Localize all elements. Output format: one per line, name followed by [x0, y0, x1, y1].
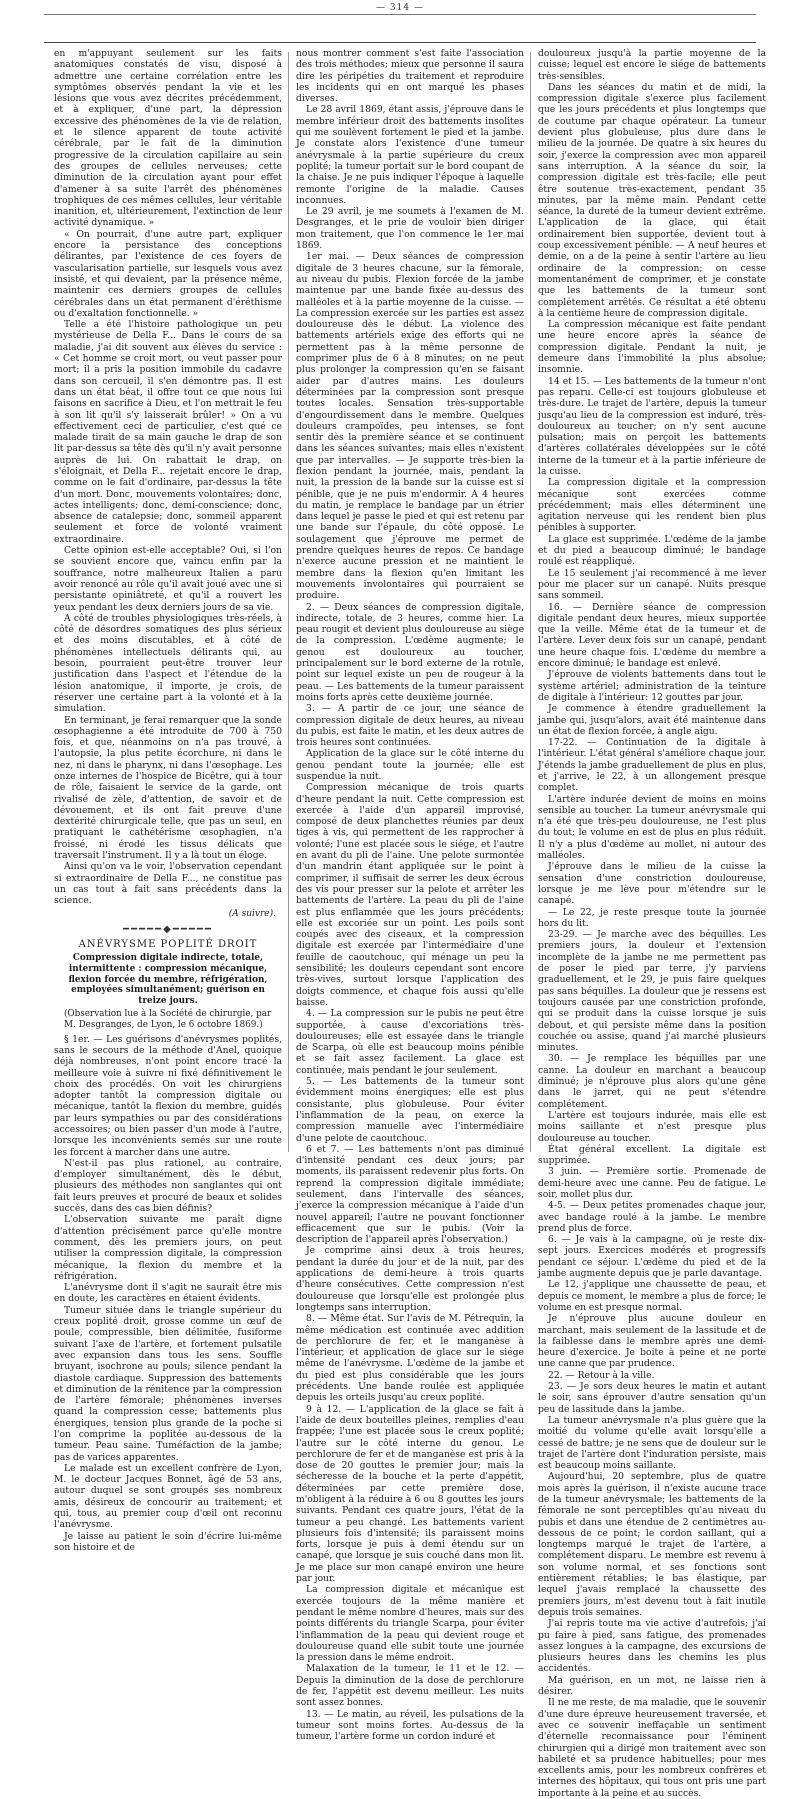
paragraph: L'artère indurée devient de moins en moins sensible au toucher. La tumeur anévrysmale qui n'a été que très-peu douloureuse, ne l'est plus du tout; le volume en est de plus en plus réduit. Il n'y a plus d'œdème au mollet, ni autour des malléoles. — [538, 793, 766, 862]
paragraph: L'anévrysme dont il s'agit ne saurait être mis en doute, les caractères en étaient évidents. — [54, 1282, 282, 1305]
paragraph: — Le 22, je reste presque toute la journée hors du lit. — [538, 906, 766, 929]
column-left-paragraphs — [54, 48, 282, 907]
paragraph: § 1er. — Les guérisons d'anévrysmes poplités, sans le secours de la méthode d'Anel, quoique déjà nombreuses, n'ont point encore tracé la meilleure voie à suivre ni fixé définitivement le choix des procédés. On voit les chirurgiens adopter tantôt la compression digitale ou mécanique, tantôt la flexion du membre, guidés par leurs sympathies ou par des considérations accessoires; ou bien passer d'un mode à l'autre, lorsque les inconvénients semés sur une route les forcent à marcher dans une autre. — [54, 1033, 282, 1158]
paragraph: J'éprouve de violents battements dans tout le système artériel; administration de la teinture de digitale à l'intérieur: 12 gouttes par jour. — [538, 669, 766, 703]
paragraph: N'est-il pas plus rationel, au contraire, d'employer simultanément, dès le début, plusieurs des méthodes non sanglantes qui ont fait leurs preuves et procuré de beaux et solides succès, dans des cas bien définis? — [54, 1157, 282, 1215]
paragraph: La compression mécanique est faite pendant une heure encore après la séance de compression digitale. Pendant la nuit, je demeure dans l'immobilité la plus absolue; insomnie. — [538, 319, 766, 376]
paragraph: Le 12, j'applique une chaussette de peau, et depuis ce moment, le membre a plus de force; le volume en est presque normal. — [538, 1279, 766, 1313]
paragraph: 1er mai. — Deux séances de compression digitale de 3 heures chacune, sur la fémorale, au niveau du pubis. Flexion forcée de la jambe maintenue par une bande fixée au-dessus des malléoles et à la partie moyenne de la cuisse. — La compression exercée sur les parties est assez douloureuse dès le début. La violence des battements artériels exige des efforts qui ne permettent pas à la même personne de comprimer plus de 6 à 8 minutes; on ne peut plus prolonger la compression qu'en se faisant aider par d'autres mains. Les douleurs déterminées par la compression sont presque toutes locales. Sensation très-supportable d'engourdissement dans le membre. Quelques douleurs crampoïdes, peu intenses, se font sentir dès la première séance et se continuent dans les séances suivantes; mais elles n'existent que par intervalles. — Je supporte très-bien la flexion pendant la journée, mais, pendant la nuit, la pression de la bande sur la cuisse est si pénible, que je ne puis m'endormir. A 4 heures du matin, je remplace le bandage par un étrier dans lequel je passe le pied et qui est retenu par une bande sur l'épaule, du côté opposé. Le soulagement que j'éprouve me permet de prendre quelques heures de repos. Ce bandage n'exerce aucune pression et ne maintient le membre dans la flexion qu'en limitant les mouvements involontaires qui pourraient se produire. — [296, 251, 524, 602]
paragraph: État général excellent. La digitale est supprimée. — [538, 1143, 766, 1167]
paragraph: Le 28 avril 1869, étant assis, j'éprouve dans le membre inférieur droit des battements insolites qui me soulèvent fortement le pied et la jambe. Je constate alors l'existence d'une tumeur anévrysmale à la partie supérieure du creux poplité; la tumeur portait sur le bord coupant de la chaise. Je ne puis indiquer l'époque à laquelle remonte l'origine de la maladie. Causes inconnues. — [296, 104, 524, 206]
section-subtitle: Compression digitale indirecte, totale, intermittente : compression mécanique, flexion forcée du membre, réfrigération, employées simultanément; guérison en treize jours. — [68, 953, 268, 1006]
paragraph: L'artère est toujours indurée, mais elle est moins saillante et n'est presque plus douloureuse au toucher. — [538, 1109, 766, 1144]
paragraph: 6 et 7. — Les battements n'ont pas diminué d'intensité pendant ces deux jours; par moments, ils paraissent redevenir plus forts. On reprend la compression digitale immédiate; seulement, dans l'intervalle des séances, j'exerce la compression mécanique à l'aide d'un nouvel appareil; l'autre ne pouvant fonctionner efficacement que sur le pubis. (Voir la description de l'appareil après l'observation.) — [296, 1143, 524, 1246]
paragraph: La tumeur anévrysmale n'a plus guère que la moitié du volume qu'elle avait lorsqu'elle a cessé de battre; je ne sens que de douleur sur le trajet de l'artère dont l'induration persiste, mais est beaucoup moins saillante. — [538, 1414, 766, 1472]
paragraph: Ma guérison, en un mot, ne laisse rien à désirer. — [538, 1674, 766, 1698]
paragraph: J'ai repris toute ma vie active d'autrefois; j'ai pu faire à pied, sans fatigue, des promenades assez longues à la campagne, des excursions de plusieurs heures dans les chemins les plus accidentés. — [538, 1618, 766, 1675]
paragraph: Je comprime ainsi deux à trois heures, pendant la durée du jour et de la nuit, par des applications de demi-heure à trois quarts d'heure consécutives. Cette compression n'est douloureuse que lorsqu'elle est prolongée plus longtemps sans interruption. — [296, 1245, 524, 1313]
paragraph: Telle a été l'histoire pathologique un peu mystérieuse de Della F... Dans le cours de sa maladie, j'ai dit souvent aux élèves du service : « Cet homme se croit mort, ou veut passer pour mort; il a pris la position immobile du cadavre dans son cercueil, il s'en démontre pas. Il est dans un état béat, il offre tout ce que nous lui faisons en sacrifice à Dieu, et l'on mettrait le feu à son lit qu'il s'y laisserait brûler! » On a vu effectivement ceci de particulier, c'est qué ce malade tirait de sa main gauche le drap de son lit par-dessus sa tête dès qu'il n'y avait personne auprès de lui. On rabattait le drap, on s'éloignait, et Della F... rejetait encore le drap, comme on le fait d'ordinaire, par-dessus la tête d'un mort. Donc, mouvements volontaires; donc, actes intelligents; donc, demi-conscience; donc, absence de catalepsie; donc, sommeil apparent seulement et force de volonté vraiment extraordinaire. — [54, 319, 282, 545]
page-number: — 314 — — [376, 3, 424, 13]
section-title: ANÉVRYSME POPLITÉ DROIT — [78, 939, 258, 951]
paragraph: 5. — Les battements de la tumeur sont évidemment moins énergiques; elle est plus consistante, plus globuleuse. Pour éviter l'inflammation de la peau, on exerce la compression manuelle avec l'intermédiaire d'une pelote de caoutchouc. — [296, 1076, 524, 1144]
paragraph: Ainsi qu'on va le voir, l'observation cependant si extraordinaire de Della F..., ne constitue pas un cas tout à fait sans précédents dans la science. — [54, 861, 282, 907]
paragraph: A côté de troubles physiologiques très-réels, à côté de désordres somatiques des plus sérieux et des moins discutables, et à côté de phénomènes intellectuels délirants qui, au besoin, pourraient peut-être trouver leur justification dans l'aspect et l'étendue de la lésion anatomique, il importe, je crois, de réserver une certaine part à la volonté et à la simulation. — [54, 612, 282, 715]
paragraph: en m'appuyant seulement sur les faits anatomiques constatés de visu, disposé à admettre une certaine corrélation entre les symptômes observés pendant la vie et les lésions que vous avez décrites précédemment, et à expliquer, d'une part, la dépression excessive des phénomènes de la vie de relation, et le silence apparent de toute activité cérébrale, par le fait de la diminution progressive de la circulation capillaire au sein des groupes de cellules nerveuses; cette diminution de la circulation ayant pour effet d'amener à sa suite l'arrêt des phénomènes trophiques de ces mêmes cellules, leur véritable inanition, et, ultérieurement, l'extinction de leur activité dynamique. » — [54, 48, 282, 229]
header-rule-bottom — [44, 42, 756, 43]
paragraph: 2. — Deux séances de compression digitale, indirecte, totale, de 3 heures, comme hier. La peau rougit et devient plus douloureuse au siège de la compression. L'œdème augmente; le genou est douloureux au toucher, principalement sur le bord externe de la rotule, point sur lequel existe un peu de rougeur à la peau. — Les battements de la tumeur paraissent moins forts après cette deuxième journée. — [296, 601, 525, 703]
paragraph: La compression digitale et la compression mécanique sont exercées comme précédemment; mais elles déterminent une agitation nerveuse qui les rendent bien plus pénibles à supporter. — [538, 477, 766, 534]
paragraph: Malaxation de la tumeur, le 11 et le 12. — Depuis la diminution de la dose de perchlorure de fer, l'appétit est devenu meilleur. Les nuits sont assez bonnes. — [296, 1663, 524, 1709]
paragraph: Aujourd'hui, 20 septembre, plus de quatre mois après la guérison, il n'existe aucune trace de la tumeur anévrysmale; les battements de la fémorale ne sont perceptibles qu'au niveau du pubis et dans une étendue de 2 centimètres au-dessous de ce point; le cordon saillant, qui a longtemps marqué le trajet de l'artère, a complétement disparu. Le membre est revenu à son volume normal, et ses fonctions sont entièrement rétablies; le bas élastique, par lequel j'avais remplacé la chaussette des premiers jours, m'est devenu tout à fait inutile depuis trois semaines. — [538, 1471, 766, 1618]
paragraph: 14 et 15. — Les battements de la tumeur n'ont pas reparu. Celle-ci est toujours globuleuse et très-dure. Le trajet de l'artère, depuis la tumeur jusqu'au lieu de la compression est induré, très-douloureux au toucher; on n'y sent aucune pulsation; mais on perçoit les battements d'artères collatérales développées sur le côté interne de la tumeur et à la partie inférieure de la cuisse. — [538, 375, 766, 477]
page-header — [0, 0, 800, 46]
paragraph: Tumeur située dans le triangle supérieur du creux poplité droit, grosse comme un œuf de poule, compressible, bien délimitée, fusiforme suivant l'axe de l'artère, et fortement pulsatile avec expansion dans tous les sens. Souffle bruyant, isochrone au pouls; silence pendant la diastole cardiaque. Suppression des battements et diminution de la rénitence par la compression de l'artère fémorale; phénomènes inverses quand la compression cesse; battements plus énergiques, tension plus grande de la poche si l'on comprime la poplitée au-dessous de la tumeur. Peau saine. Tuméfaction de la jambe; pas de varices apparentes. — [54, 1304, 282, 1463]
paragraph: « On pourrait, d'une autre part, expliquer encore la persistance des conceptions délirantes, par l'existence de ces foyers de vascularisation partielle, sur lesquels vous avez insisté, et qui devaient, par la présence même, maintenir ces derniers groupes de cellules cérébrales dans un état permanent d'éréthisme ou d'exaltation fonctionnelle. » — [54, 228, 282, 319]
ornament-divider: ━━━━━◆━━━━━ — [123, 923, 213, 935]
paragraph: nous montrer comment s'est faite l'association des trois méthodes; mieux que personne il saura dire les péripéties du traitement et reproduire les incidents qui en ont marqué les phases diverses. — [296, 48, 524, 105]
paragraph: 4-5. — Deux petites promenades chaque jour, avec bandage roulé à la jambe. Le membre prend plus de force. — [538, 1200, 766, 1234]
paragraph: 4. — La compression sur le pubis ne peut être supportée, à cause d'excoriations très-douloureuses; elle est essayée dans le triangle de Scarpa, où elle est beaucoup moins pénible et se fait assez facilement. La glace est continuée, mais pendant le jour seulement. — [296, 1008, 524, 1076]
paragraph: Compression mécanique de trois quarts d'heure pendant la nuit. Cette compression est exercée à l'aide d'un appareil improvisé, composé de deux planchettes réunies par deux tiges à vis, qui permettent de les rapprocher à volonté; l'une est placée sous le siége, et l'autre en avant du pli de l'aine. Une pelote surmontée d'un mandrin étant appliquée sur le point à comprimer, il suffisait de serrer les deux écrous des vis pour presser sur la pelote et arrêter les battements de l'artère. La peau du pli de l'aine est plus enflammée que les jours précédents; elle est excoriée sur un point. Les poils sont coupés avec des ciseaux, et la compression digitale est exercée par l'intermédiaire d'une feuille de caoutchouc, qui ménage un peu la sensibilité; les douleurs cependant sont encore très-vives, surtout lorsque l'application des doigts commence, et chaque fois aussi qu'elle baisse. — [296, 782, 524, 1008]
text-columns — [54, 48, 766, 1799]
paragraph: 8. — Même état. Sur l'avis de M. Pétrequin, la même médication est continuée avec addition de perchlorure de fer, et le manganèse à l'intérieur, et application de glace sur le siége même de l'anévrysme. L'œdème de la jambe et du pied est plus considérable que les jours précédents. Une bande roulée est appliquée depuis les orteils jusqu'au creux poplité. — [296, 1313, 524, 1404]
column-left — [54, 48, 282, 1553]
paragraph: 3 juin. — Première sortie. Promenade de demi-heure avec une canne. Peu de fatigue. Le soir, mollet plus dur. — [538, 1166, 766, 1200]
paragraph: 13. — Le matin, au réveil, les pulsations de la tumeur sont moins fortes. Au-dessus de la tumeur, l'artère forme un cordon induré et — [296, 1708, 524, 1743]
paragraph: 6. — Je vais à la campagne, où je reste dix-sept jours. Exercices modérés et progressifs pendant ce séjour. L'œdème du pied et de la jambe augmente depuis que je parle davantage. — [538, 1234, 766, 1280]
paragraph: Application de la glace sur le côté interne du genou pendant toute la journée; elle est suspendue la nuit. — [296, 748, 524, 782]
paragraph: 30. — Je remplace les béquilles par une canne. La douleur en marchant a beaucoup diminué; je n'éprouve plus alors qu'une gêne dans le jarret, qui ne peut s'étendre complétement. — [538, 1053, 766, 1110]
column-left-paragraphs-2 — [54, 1034, 282, 1554]
paragraph: 17-22. — Continuation de la digitale à l'intérieur. L'état général s'améliore chaque jour. J'étends la jambe graduellement de plus en plus, et j'arrive, le 22, à un allongement presque complet. — [538, 737, 766, 794]
paragraph: 16. — Dernière séance de compression digitale pendant deux heures, mieux supportée que la veille. Même état de la tumeur et de l'artère. Lever deux fois sur un canapé, pendant une heure chaque fois. L'œdème du membre a encore diminué; le bandage est enlevé. — [538, 601, 766, 670]
paragraph: La compression digitale et mécanique est exercée toujours de la même manière et pendant le même nombre d'heures, mais sur des points différents du triangle Scarpa, pour éviter l'inflammation de la peau qui devient rouge et douloureuse quand elle subit toute une journée la pression dans le même endroit. — [296, 1584, 524, 1664]
paragraph: Le 29 avril, je me soumets à l'examen de M. Desgranges, et le prie de vouloir bien diriger mon traitement, que l'on commence le 1er mai 1869. — [296, 206, 524, 252]
column-right — [538, 48, 766, 1799]
paragraph: Il ne me reste, de ma maladie, que le souvenir d'une dure épreuve heureusement traversée, et avec ce souvenir ineffaçable un sentiment d'éternelle reconnaissance pour l'éminent chirurgien qui a dirigé mon traitement avec son habileté et sa prudence habituelles; pour mes excellents amis, pour les nombreux confrères et internes des hôpitaux, qui tous ont pris une part importante à la peine et au succès. — [538, 1697, 766, 1799]
paragraph: En terminant, je ferai remarquer que la sonde œsophagienne a été introduite de 700 à 750 fois, et que, néanmoins on n'a pas trouvé, à l'autopsie, la plus petite écorchure, ni dans le nez, ni dans le pharynx, ni dans l'œsophage. Les onze internes de l'hospice de Bicêtre, qui à tour de rôle, faisaient le service de la garde, ont rivalisé de zèle, d'attention, de savoir et de dévouement, et ils ont fait preuve d'une dextérité chirurgicale telle, que pas un seul, en pratiquant le cathétérisme œsophagien, n'a froissé, ni érodé les tissus délicats que traversait l'instrument. Il y a là tout un éloge. — [54, 714, 282, 862]
paragraph: 23-29. — Je marche avec des béquilles. Les premiers jours, la douleur et l'extension incomplète de la jambe ne me permettent pas de poser le pied par terre, j'y parviens graduellement, et le 29, je puis faire quelques pas sans béquilles. La douleur que je ressens est toujours causée par une constriction profonde, qui se produit dans la cuisse lorsque je suis debout, et qui persiste même dans la position couchée ou assise, quand j'ai marché plusieurs minutes. — [538, 929, 766, 1054]
paragraph: Je commence à étendre graduellement la jambe qui, jusqu'alors, avait été maintenue dans un état de flexion forcée, à angle aigu. — [538, 703, 766, 737]
paragraph: La glace est supprimée. L'œdème de la jambe et du pied a beaucoup diminué; le bandage roulé est réappliqué. — [538, 533, 766, 568]
paragraph: L'observation suivante me paraît digne d'attention précisément parce qu'elle montre comment, dès les premiers jours, on peut utiliser la compression digitale, la compression mécanique, la flexion du membre et la réfrigération. — [54, 1214, 282, 1282]
paragraph: 3. — A partir de ce jour, une séance de compression digitale de deux heures, au niveau du pubis, est faite le matin, et les deux autres de trois heures sont continuées. — [296, 703, 524, 749]
paragraph: Je n'éprouve plus aucune douleur en marchant, mais seulement de la lassitude et de la faiblesse dans le membre après une demi-heure d'exercice. Je boite à peine et ne porte une canne que par prudence. — [538, 1313, 766, 1370]
to-be-continued: (A suivre). — [228, 908, 276, 919]
paragraph: J'éprouve dans le milieu de la cuisse la sensation d'une constriction douloureuse, lorsque je me lève pour m'étendre sur le canapé. — [538, 861, 766, 907]
header-rule — [44, 14, 756, 15]
paragraph: Le malade est un excellent confrère de Lyon, M. le docteur Jacques Bonnet, âgé de 53 ans, autour duquel se sont groupés ses nombreux amis, désireux de concourir au traitement; et qui, tous, au premier coup d'œil ont reconnu l'anévrysme. — [54, 1462, 282, 1531]
column-middle — [296, 48, 525, 1743]
paragraph: douloureux jusqu'à la partie moyenne de la cuisse; lequel est encore le siége de battements très-sensibles. — [538, 48, 766, 82]
paragraph: Dans les séances du matin et de midi, la compression digitale s'exerce plus facilement que les jours précédents et plus longtemps que de coutume par chaque opérateur. La tumeur devient plus globuleuse, plus dure dans le milieu de la journée. De quatre à six heures du soir, j'exerce la compression avec mon appareil sans interruption. A la séance du soir, la compression digitale est très-facile; elle peut être soutenue très-exactement, pendant 35 minutes, par la même main. Pendant cette séance, la dureté de la tumeur devient extrême. L'application de la glace, qui était ordinairement bien supportée, devient tout à coup excessivement pénible. — A neuf heures et demie, on a de la peine à sentir l'artère au lieu ordinaire de la compression; on cesse momentanément de comprimer, et je constate que les battements de la tumeur sont complétement arrêtés. Ce résultat a été obtenu à la centième heure de compression digitale. — [538, 81, 766, 319]
section-note: (Observation lue à la Société de chirurgie, par M. Desgranges, de Lyon, le 6 octobre 1869.) — [64, 1009, 272, 1031]
paragraph: Je laisse au patient le soin d'écrire lui-même son histoire et de — [54, 1530, 282, 1553]
paragraph: 22. — Retour à la ville. — [548, 1369, 655, 1381]
paragraph: 23. — Je sors deux heures le matin et autant le soir, sans éprouver d'autre sensation qu'un peu de lassitude dans la jambe. — [538, 1381, 766, 1415]
paragraph: Cette opinion est-elle acceptable? Oui, si l'on se souvient encore que, vaincu enfin par la souffrance, notre malheureux Italien a paru avoir renoncé au rôle qu'il avait joué avec une si persistante opiniâtreté, et qu'il a rouvert les yeux pendant les deux derniers jours de sa vie. — [54, 545, 282, 613]
paragraph: 9 à 12. — L'application de la glace se fait à l'aide de deux bouteilles pleines, remplies d'eau frappée; l'une est placée sous le creux poplité; l'autre sur le côté interne du genou. Le perchlorure de fer et de manganèse est pris à la dose de 20 gouttes le premier jour; mais la sécheresse de la bouche et la perte d'appétit, déterminées par cette première dose, m'obligent à la réduire à 6 ou 8 gouttes les jours suivants. Pendant ces quatre jours, l'état de la tumeur a peu changé. Les battements varient plusieurs fois d'intensité; ils paraissent moins forts, lorsque je puis à demi étendu sur un canapé, que lorsque je suis couché dans mon lit. Je me place sur mon canapé environ une heure par jour. — [296, 1403, 524, 1585]
paragraph: Le 15 seulement j'ai recommencé à me lever pour me placer sur un canapé. Nuits presque sans sommeil. — [538, 567, 766, 602]
